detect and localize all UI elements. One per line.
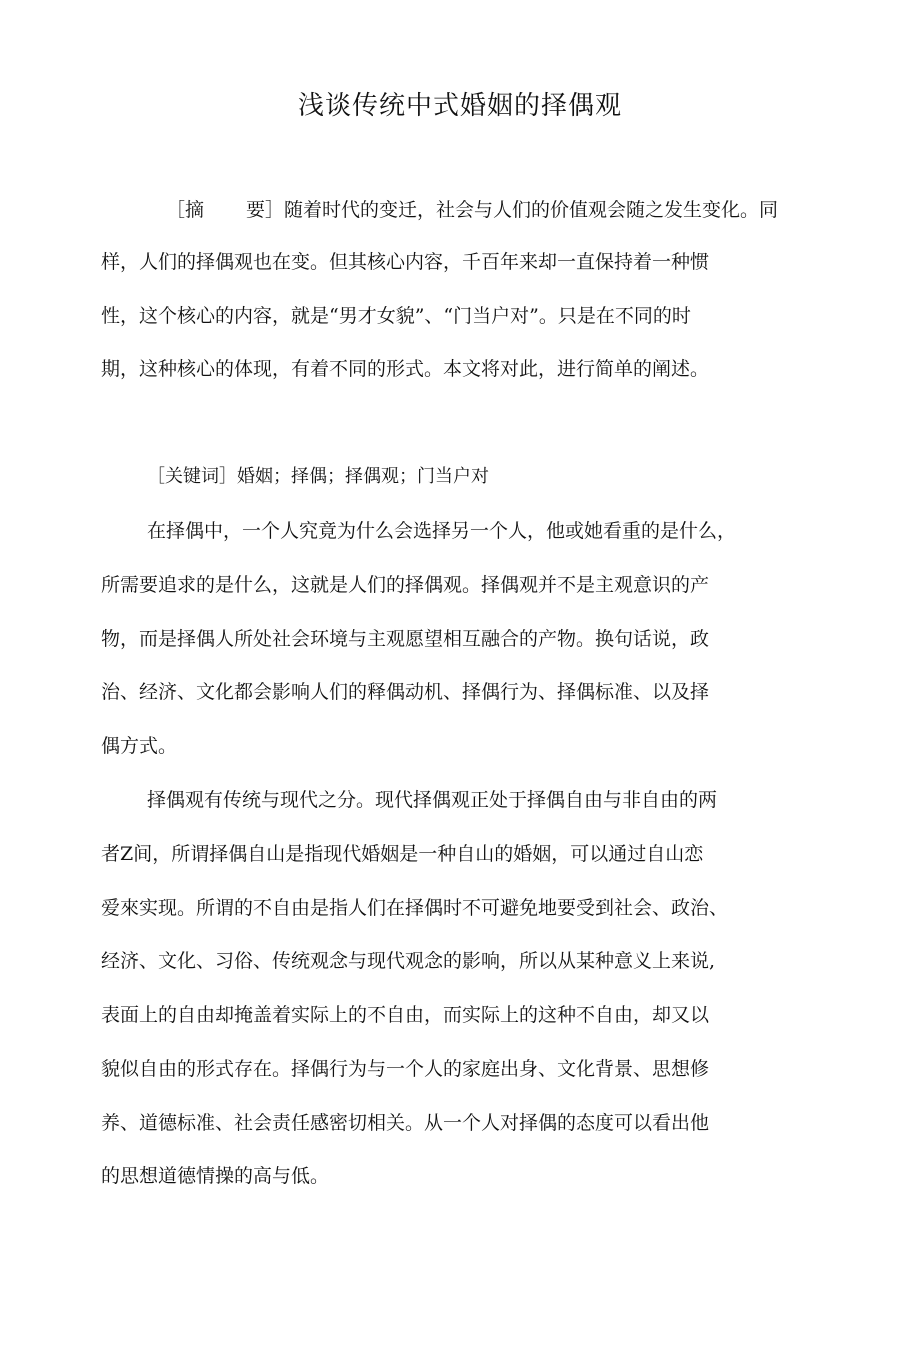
paragraph-line: 经济、文化、习俗、传统观念与现代观念的影响，所以从某种意义上来说, — [101, 950, 716, 972]
paragraph-line: 的思想道德情操的高与低。 — [101, 1165, 330, 1187]
paragraph-line: 爱來实现。所谓的不自由是指人们在择偶时不可避免地要受到社会、政治、 — [101, 897, 729, 919]
paragraph-line: 择偶观有传统与现代之分。现代择偶观正处于择偶自由与非自由的两 — [147, 789, 718, 811]
abstract-line: 随着时代的变迁，社会与人们的价值观会随之发生变化。同 — [284, 199, 779, 221]
abstract-first-line — [166, 195, 778, 225]
paragraph-line: 在择偶中，一个人究竟为什么会选择另一个人，他或她看重的是什么， — [147, 520, 737, 542]
abstract-label-open: ［摘 — [166, 199, 205, 221]
paragraph-line: 物，而是择偶人所处社会环境与主观愿望相互融合的产物。换句话说，政 — [101, 628, 710, 650]
keywords-text: 婚姻；择偶；择偶观；门当户对 — [237, 466, 489, 487]
paragraph-line: 貌似自由的形式存在。择偶行为与一个人的家庭出身、文化背景、思想修 — [101, 1058, 710, 1080]
paragraph-line: 者Z间，所谓择偶自山是指现代婚姻是一种自山的婚姻，可以通过自山恋 — [101, 843, 704, 865]
paragraph-line: 所需要追求的是什么，这就是人们的择偶观。择偶观并不是主观意识的产 — [101, 574, 710, 596]
paragraph-line: 偶方式。 — [101, 735, 178, 757]
abstract-label-close: 要］ — [246, 199, 285, 221]
keywords-line — [147, 462, 489, 492]
abstract-line: 性，这个核心的内容，就是“男才女貌”、“门当户对”。只是在不同的时 — [101, 305, 691, 327]
keywords-label: ［关键词］ — [147, 466, 237, 487]
paragraph-line: 治、经济、文化都会影响人们的释偶动机、择偶行为、择偶标准、以及择 — [101, 681, 710, 703]
abstract-line: 样，人们的择偶观也在变。但其核心内容，千百年来却一直保持着一种惯 — [101, 251, 710, 273]
document-title: 浅谈传统中式婚姻的择偶观 — [297, 91, 622, 121]
paragraph-line: 表面上的自由却掩盖着实际上的不自由，而实际上的这种不自由，却又以 — [101, 1004, 710, 1026]
paragraph-line: 养、道德标准、社会责任感密切相关。从一个人对择偶的态度可以看出他 — [101, 1112, 710, 1134]
abstract-line: 期，这种核心的体现，有着不同的形式。本文将对此，进行简单的阐述。 — [101, 358, 710, 380]
